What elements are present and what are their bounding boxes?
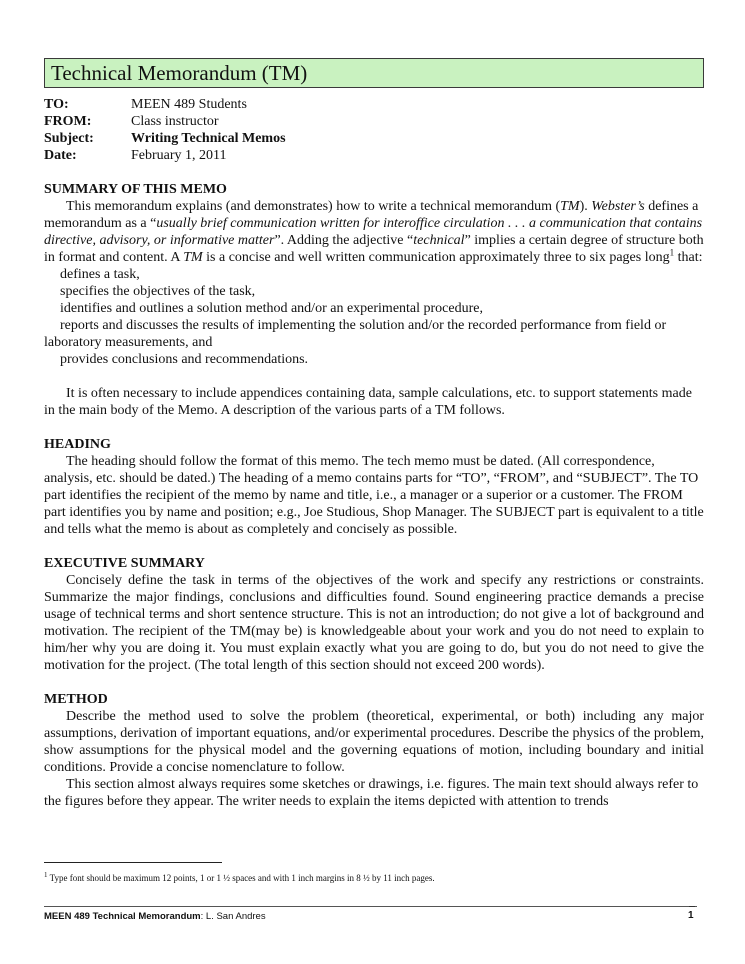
header-row-subject [44,130,286,147]
footnote-text: Type font should be maximum 12 points, 1 or 1 ½ spaces and with 1 inch margins in 8 ½ by 11 inch pages. [47,873,435,883]
from-label: FROM: [44,114,92,129]
method-section [44,691,704,810]
footer-author: : L. San Andres [200,911,266,922]
footnote [44,870,435,884]
heading-section-body: The heading should follow the format of this memo. The tech memo must be dated. (All correspondence, analysis, etc. should be dated.) The heading of a memo contains parts for “TO”, “FROM”, and “SUBJECT”. The TO part identifies the recipient of the memo by name and title, i.e., a manager or a superior or a customer. The FROM part identifies you by name and position; e.g., Joe Studious, Shop Manager. The SUBJECT part is equivalent to a title and tells what the memo is about as completely and concisely as possible. [44,454,704,537]
footer-divider [44,906,697,907]
executive-summary-title: EXECUTIVE SUMMARY [44,556,205,571]
list-item: reports and discusses the results of implementing the solution and/or the recorded performance from field or laboratory measurements, and [44,318,667,350]
date-value: February 1, 2011 [131,148,227,163]
to-label: TO: [44,97,69,112]
method-paragraph-1: Describe the method used to solve the problem (theoretical, experimental, or both) including any major assumptions, derivation of important equations, and/or experimental procedures. Describe the physics of the problem, show assumptions for the physical model and the governing equations of motion, including boundary and initial conditions. Provide a concise nomenclature to follow. [44,709,704,775]
summary-section [44,181,704,419]
list-item: identifies and outlines a solution method and/or an experimental procedure, [60,301,483,316]
memo-page [44,58,704,810]
list-item: defines a task, [60,267,140,282]
footer-course-title: MEEN 489 Technical Memorandum [44,911,201,922]
footnote-divider [44,862,222,863]
from-value: Class instructor [131,114,219,129]
list-item: provides conclusions and recommendations. [60,352,309,367]
to-value: MEEN 489 Students [131,97,247,112]
heading-section [44,436,704,538]
date-label: Date: [44,148,77,163]
summary-heading: SUMMARY OF THIS MEMO [44,182,227,197]
summary-paragraph: This memorandum explains (and demonstrates) how to write a technical memorandum (TM). Webster’s defines a memorandum as a “usually brief communication written for interoffice circulation . . . a communication that contains directive, advisory, or informative matter”. Adding the adjective “technical” implies a certain degree of structure both in format and content. A TM is a concise and well written communication approximately three to six pages long$^1$ that: [44,199,704,265]
list-item: specifies the objectives of the task, [60,284,256,299]
appendices-paragraph: It is often necessary to include appendices containing data, sample calculations, etc. to support statements made in the main body of the Memo. A description of the various parts of a TM follows. [44,386,692,418]
task-list [44,266,704,368]
header-row-from [44,113,286,130]
subject-label: Subject: [44,131,94,146]
page-number: 1 [688,910,694,921]
executive-summary-body: Concisely define the task in terms of the objectives of the work and specify any restrictions or constraints. Summarize the major findings, conclusions and difficulties found. Sound engineering practice demands a precise usage of technical terms and short sentence structure. This is not an introduction; do not give a lot of background and motivation. The recipient of the TM(may be) is knowledgeable about your work and you do not need to explain to him/her why you are doing it. You must explain exactly what you are going to do, but you do not need to give the motivation for the project. (The total length of this section should not exceed 200 words). [44,573,704,673]
header-row-date [44,147,286,164]
page-footer [44,911,266,923]
header-row-to [44,96,286,113]
memo-title: Technical Memorandum (TM) [44,58,704,88]
method-title: METHOD [44,692,108,707]
subject-value: Writing Technical Memos [131,131,286,146]
heading-section-title: HEADING [44,437,111,452]
footnote-ref[interactable]: 1 [669,247,675,258]
memo-header [44,96,286,164]
footnote-marker: 1 [44,871,48,879]
method-paragraph-2: This section almost always requires some sketches or drawings, i.e. figures. The main text should always refer to the figures before they appear. The writer needs to explain the items depicted with attention to trends [44,777,699,809]
executive-summary-section [44,555,704,674]
